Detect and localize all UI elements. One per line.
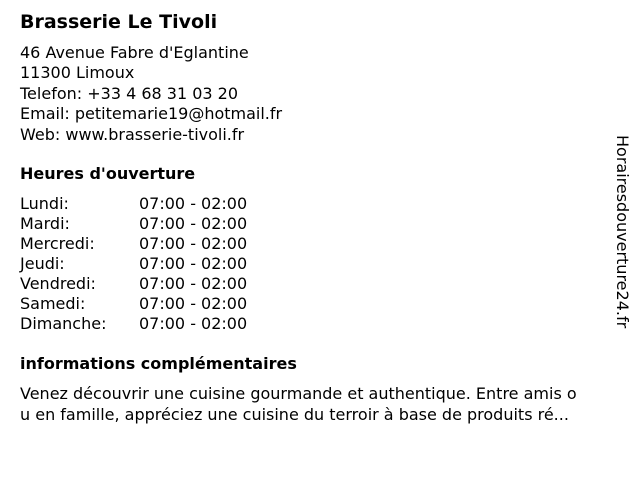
description-line: u en famille, appréciez une cuisine du terroir à base de produits ré... xyxy=(20,404,569,424)
day-label: Samedi: xyxy=(20,294,86,313)
business-title: Brasserie Le Tivoli xyxy=(20,11,218,33)
day-label: Vendredi: xyxy=(20,274,96,293)
additional-info-heading: informations complémentaires xyxy=(20,354,297,373)
street-address: 46 Avenue Fabre d'Eglantine xyxy=(20,43,249,62)
day-label: Mardi: xyxy=(20,214,70,233)
day-label: Dimanche: xyxy=(20,314,107,333)
city-postcode: 11300 Limoux xyxy=(20,63,135,83)
phone-number: Telefon: +33 4 68 31 03 20 xyxy=(20,83,239,103)
day-label: Jeudi: xyxy=(20,254,65,273)
time-range: 07:00 - 02:00 xyxy=(139,314,248,333)
time-range: 07:00 - 02:00 xyxy=(139,234,248,253)
site-watermark: Horairesdouverture24.fr xyxy=(613,135,632,329)
contact-block xyxy=(20,43,282,145)
hours-row-sunday xyxy=(20,314,280,334)
email-address: Email: petitemarie19@hotmail.fr xyxy=(20,104,283,124)
description-line: Venez découvrir une cuisine gourmande et authentique. Entre amis o xyxy=(20,384,577,403)
time-range: 07:00 - 02:00 xyxy=(139,194,248,213)
hours-row-wednesday xyxy=(20,234,280,254)
hours-row-tuesday xyxy=(20,214,280,234)
hours-row-friday xyxy=(20,274,280,294)
time-range: 07:00 - 02:00 xyxy=(139,214,248,233)
time-range: 07:00 - 02:00 xyxy=(139,254,248,273)
hours-row-monday xyxy=(20,194,280,214)
opening-hours-heading: Heures d'ouverture xyxy=(20,164,196,183)
day-label: Mercredi: xyxy=(20,234,95,253)
day-label: Lundi: xyxy=(20,194,69,213)
opening-hours-table xyxy=(20,194,280,334)
hours-row-saturday xyxy=(20,294,280,314)
hours-row-thursday xyxy=(20,254,280,274)
additional-info-text xyxy=(20,384,625,425)
website-address: Web: www.brasserie-tivoli.fr xyxy=(20,124,245,144)
time-range: 07:00 - 02:00 xyxy=(139,274,248,293)
time-range: 07:00 - 02:00 xyxy=(139,294,248,313)
